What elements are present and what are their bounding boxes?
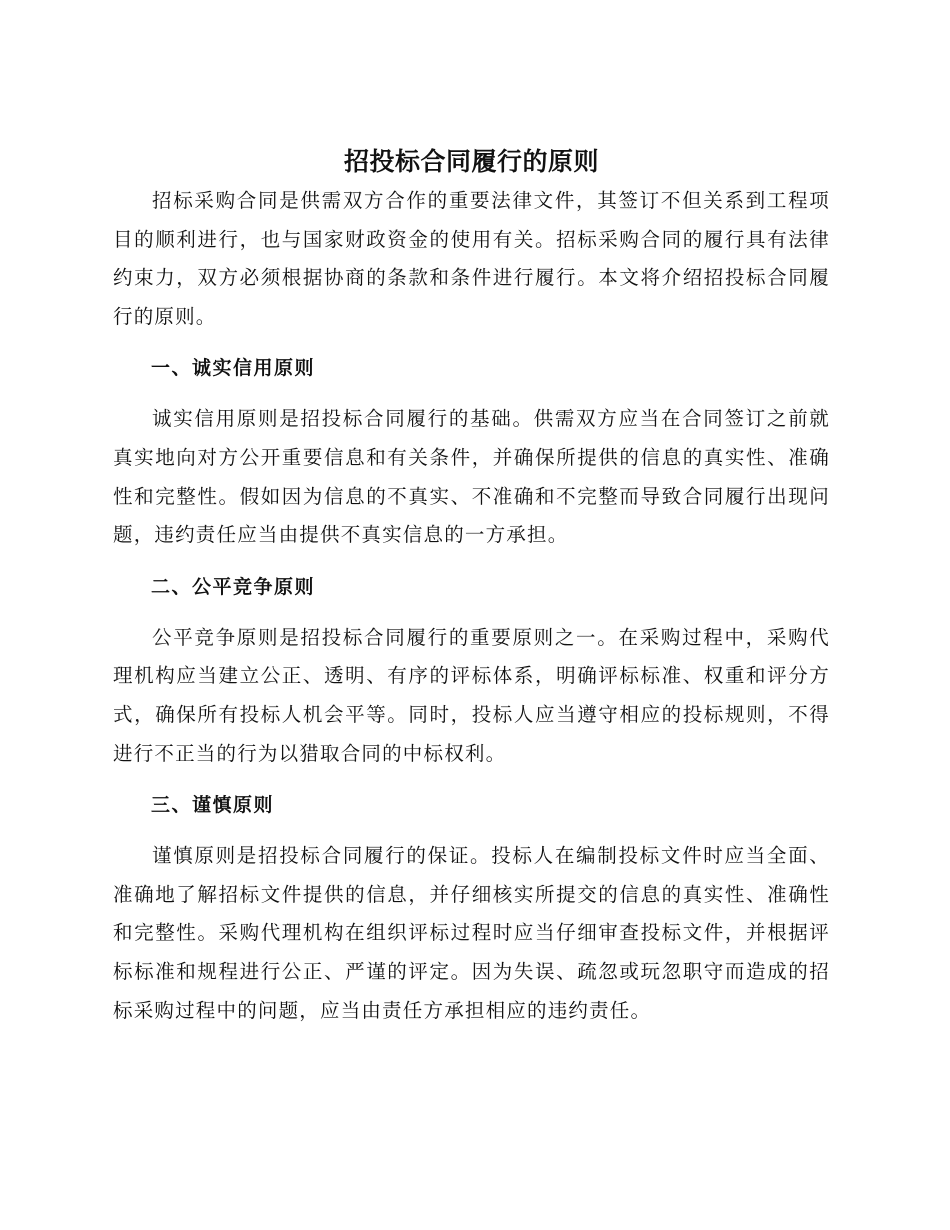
intro-paragraph: 招标采购合同是供需双方合作的重要法律文件，其签订不但关系到工程项目的顺利进行，也与国家财政资金的使用有关。招标采购合同的履行具有法律约束力，双方必须根据协商的条款和条件进行履行。本文将介绍招投标合同履行的原则。 xyxy=(113,189,830,328)
section-heading-1: 一、诚实信用原则 xyxy=(151,357,316,380)
document-title: 招投标合同履行的原则 xyxy=(343,147,599,176)
section-heading-2: 二、公平竞争原则 xyxy=(151,575,316,598)
document-body xyxy=(113,142,830,1030)
section-body-3: 谨慎原则是招投标合同履行的保证。投标人在编制投标文件时应当全面、准确地了解招标文件提供的信息，并仔细核实所提交的信息的真实性、准确性和完整性。采购代理机构在组织评标过程时应当仔细审查投标文件，并根据评标标准和规程进行公正、严谨的评定。因为失误、疏忽或玩忽职守而造成的招标采购过程中的问题，应当由责任方承担相应的违约责任。 xyxy=(113,844,830,1022)
section-body-2: 公平竞争原则是招投标合同履行的重要原则之一。在采购过程中，采购代理机构应当建立公正、透明、有序的评标体系，明确评标标准、权重和评分方式，确保所有投标人机会平等。同时，投标人应当遵守相应的投标规则，不得进行不正当的行为以猎取合同的中标权利。 xyxy=(113,625,830,765)
section-body-1: 诚实信用原则是招投标合同履行的基础。供需双方应当在合同签订之前就真实地向对方公开重要信息和有关条件，并确保所提供的信息的真实性、准确性和完整性。假如因为信息的不真实、不准确和不完整而导致合同履行出现问题，违约责任应当由提供不真实信息的一方承担。 xyxy=(113,407,830,547)
section-heading-3: 三、谨慎原则 xyxy=(151,794,275,817)
